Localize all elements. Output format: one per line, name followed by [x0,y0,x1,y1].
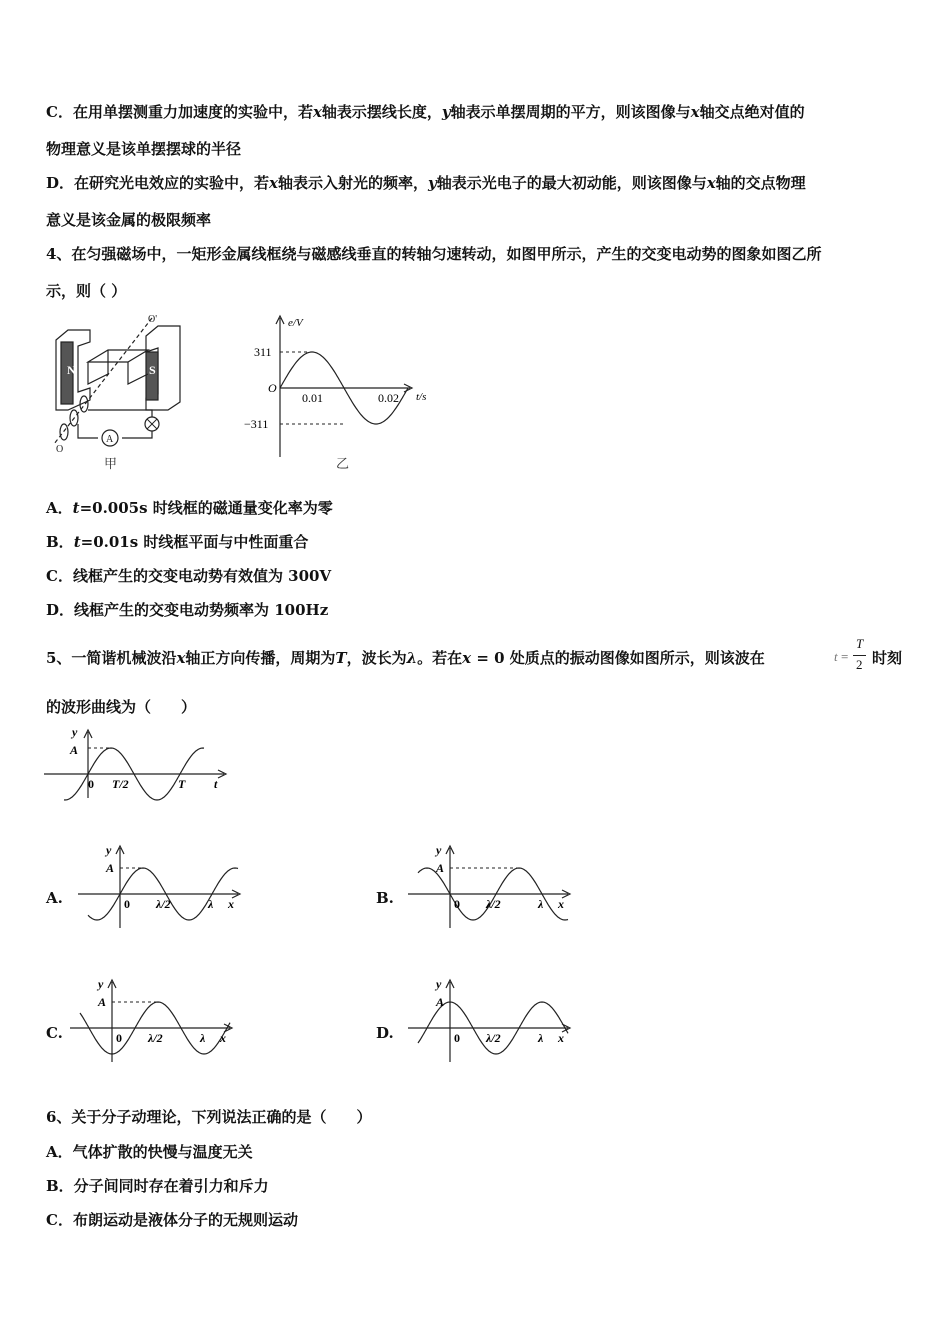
vib-amplitude: A [70,743,79,757]
wave-origin: 0 [454,1031,460,1045]
wave-half-lambda: λ/2 [486,1031,501,1045]
yi-ylabel: e/V [288,317,303,329]
wave-amplitude: A [106,861,115,875]
q3-option-d-line2: 意义是该金属的极限频率 [46,211,212,229]
vib-ylabel: y [72,725,78,739]
wave-origin: 0 [454,897,460,911]
wave-half-lambda: λ/2 [156,897,171,911]
wave-ylabel: y [436,843,442,857]
vib-origin: 0 [88,777,94,791]
q3-option-c-line2: 物理意义是该单摆摆球的半径 [46,140,242,158]
axis-bottom-label: O [56,444,64,455]
q5-option-d-label: D. [376,1024,394,1042]
wave-ylabel: y [436,977,442,991]
wave-origin: 0 [124,897,130,911]
wave-origin: 0 [116,1031,122,1045]
q6-option-a: A．气体扩散的快慢与温度无关 [46,1143,253,1161]
q5-option-d-graph [408,976,578,1066]
q5-option-b-graph [408,842,578,932]
yi-t2: 0.02 [378,391,399,405]
wave-half-lambda: λ/2 [148,1031,163,1045]
wave-xlabel: x [558,1031,564,1045]
q4-option-b: B．t=0.01s 时线框平面与中性面重合 [46,533,309,551]
wave-xlabel: x [228,897,234,911]
q5-stem-tail: 时刻 [872,649,903,667]
q5-option-c-label: C. [46,1024,63,1042]
yi-t1: 0.01 [302,391,323,405]
q4-option-a: A．t=0.005s 时线框的磁通量变化率为零 [46,499,333,517]
wave-ylabel: y [98,977,104,991]
ammeter-label: A [106,434,114,445]
wave-xlabel: x [558,897,564,911]
q4-stem-line1: 4、在匀强磁场中，一矩形金属线框绕与磁感线垂直的转轴匀速转动，如图甲所示，产生的交变电动势的图象如图乙所 [46,245,822,263]
q5-vibration-graph [44,726,234,806]
wave-lambda: λ [538,897,544,911]
figure-yi-emf-graph [240,312,440,472]
figure-jia-generator [48,312,198,472]
q5-option-b-label: B. [376,889,394,907]
q5-stem-line2: 的波形曲线为（ ） [46,698,197,716]
q3-option-c-line1: C．在用单摆测重力加速度的实验中，若x轴表示摆线长度，y轴表示单摆周期的平方，则该图像与x轴交点绝对值的 [46,103,805,121]
q5-stem-line1: 5、一简谐机械波沿x轴正方向传播，周期为T，波长为λ。若在x = 0 处质点的振动图像如图所示，则该波在 [46,649,765,667]
q5-fraction: t = T 2 [832,634,872,676]
vib-half-period: T/2 [112,777,129,791]
figure-jia-caption: 甲 [104,456,118,471]
vib-period: T [178,777,186,791]
wave-lambda: λ [208,897,214,911]
yi-yneg: −311 [244,417,269,431]
q6-option-c: C．布朗运动是液体分子的无规则运动 [46,1211,298,1229]
q6-option-b: B．分子间同时存在着引力和斥力 [46,1177,269,1195]
wave-lambda: λ [200,1031,206,1045]
q4-option-d: D．线框产生的交变电动势频率为 100Hz [46,601,329,619]
q4-stem-line2: 示，则（ ） [46,282,127,300]
q5-option-a-label: A. [46,889,63,907]
q3-option-d-line1: D．在研究光电效应的实验中，若x轴表示入射光的频率，y轴表示光电子的最大初动能，则该图像与x轴的交点物理 [46,174,806,192]
wave-xlabel: x [220,1031,226,1045]
yi-origin: O [268,381,277,395]
wave-amplitude: A [436,995,445,1009]
q6-stem: 6、关于分子动理论，下列说法正确的是（ ） [46,1108,372,1126]
wave-half-lambda: λ/2 [486,897,501,911]
yi-xlabel: t/s [416,391,427,403]
wave-ylabel: y [106,843,112,857]
wave-amplitude: A [98,995,107,1009]
q5-option-a-graph [78,842,248,932]
yi-ypos: 311 [254,345,272,359]
q5-option-c-graph [70,976,240,1066]
wave-lambda: λ [538,1031,544,1045]
axis-top-label: O' [148,314,158,325]
magnet-s-label: S [149,363,156,377]
vib-tlabel: t [214,777,218,791]
figure-yi-caption: 乙 [336,456,350,471]
wave-amplitude: A [436,861,445,875]
q4-option-c: C．线框产生的交变电动势有效值为 300V [46,567,332,585]
magnet-n-label: N [67,363,76,377]
